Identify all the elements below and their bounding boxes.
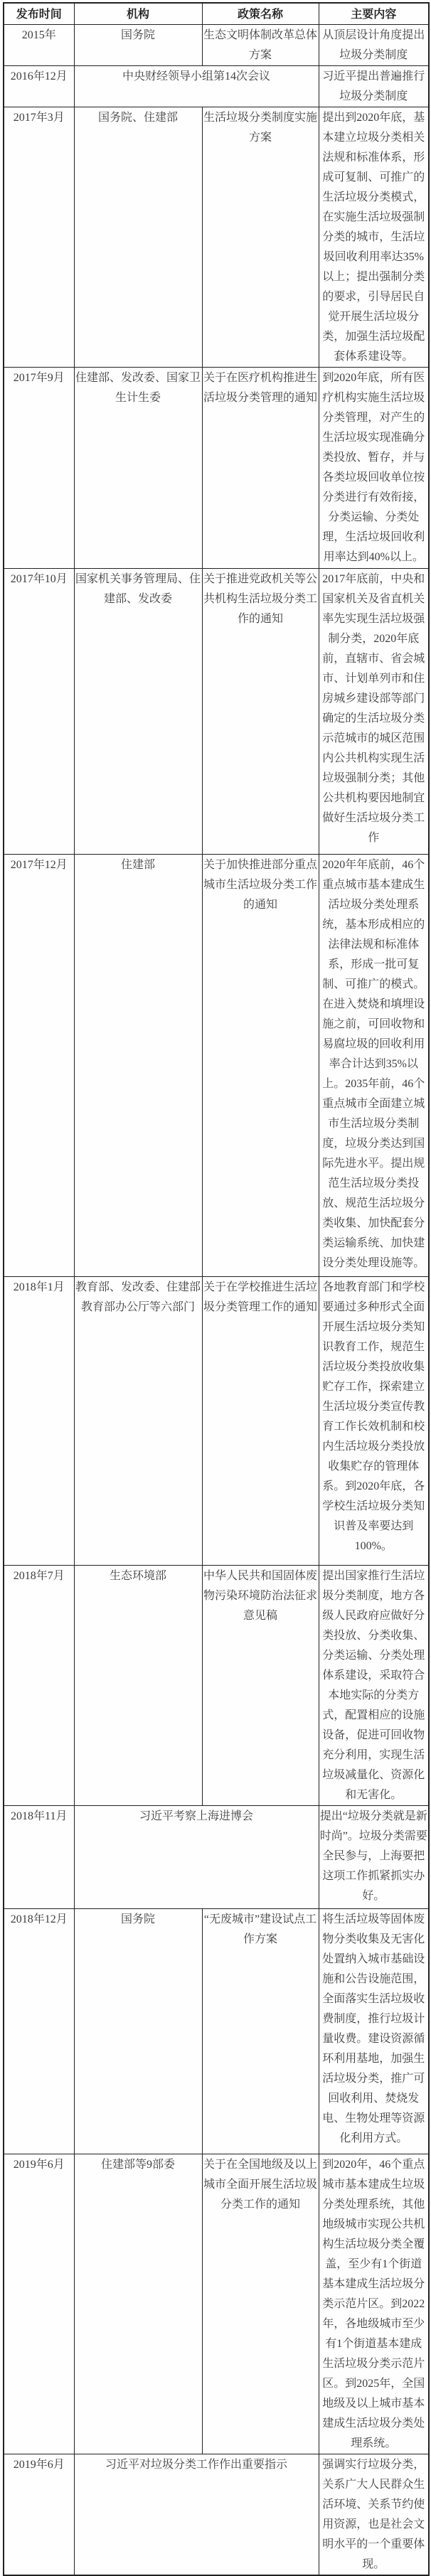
col-header-time: 发布时间: [4, 3, 74, 25]
col-header-policy: 政策名称: [202, 3, 319, 25]
table-row: [4, 25, 429, 66]
cell-org: 住建部: [74, 855, 202, 1277]
header-row: [4, 3, 429, 25]
cell-time: 2018年7月: [4, 1566, 74, 1806]
table-row: [4, 2454, 429, 2576]
cell-policy: 生态文明体制改革总体方案: [202, 25, 319, 66]
table-row: [4, 1909, 429, 2154]
cell-org: 国务院: [74, 25, 202, 66]
cell-content: 提出国家推行生活垃圾分类制度，地方各级人民政府应做好分类投放、分类收集、分类运输、分类处理体系建设，采取符合本地实际的分类方式，配置相应的设施设备，促进可回收物充分利用，实现生活垃圾减量化、资源化和无害化。: [319, 1566, 429, 1806]
cell-content: 提出“垃圾分类就是新时尚”。垃圾分类需要全民参与，上海要把这项工作抓紧抓实办好。: [319, 1806, 429, 1909]
cell-time: 2017年9月: [4, 368, 74, 569]
cell-org: 住建部等9部委: [74, 2154, 202, 2454]
cell-time: 2016年12月: [4, 66, 74, 107]
cell-policy: 关于在学校推进生活垃圾分类管理工作的通知: [202, 1277, 319, 1566]
cell-time: 2017年12月: [4, 855, 74, 1277]
table-row: [4, 1277, 429, 1566]
cell-policy: 关于加快推进部分重点城市生活垃圾分类工作的通知: [202, 855, 319, 1277]
cell-time: 2019年6月: [4, 2454, 74, 2576]
cell-time: 2017年10月: [4, 569, 74, 855]
cell-time: 2017年3月: [4, 107, 74, 368]
cell-policy: 中华人民共和国固体废物污染环境防治法征求意见稿: [202, 1566, 319, 1806]
table-row: [4, 1806, 429, 1909]
cell-policy: 关于在医疗机构推进生活垃圾分类管理的通知: [202, 368, 319, 569]
cell-event: 习近平考察上海进博会: [74, 1806, 319, 1909]
cell-org: 教育部、发改委、住建部教育部办公厅等六部门: [74, 1277, 202, 1566]
cell-time: 2018年11月: [4, 1806, 74, 1909]
cell-content: 2020年年底前，46个重点城市基本建成生活垃圾分类处理系统，基本形成相应的法律法规和标准体系，形成一批可复制、可推广的模式。在进入焚烧和填埋设施之前，可回收物和易腐垃圾的回收利用率合计达到35%以上。2035年前，46个重点城市全面建立城市生活垃圾分类制度，垃圾分类达到国际先进水平。提出规范生活垃圾分类投放、规范生活垃圾分类收集、加快配套分类运输系统、加快建设分类处理设施等。: [319, 855, 429, 1277]
document-page: [0, 2, 431, 2576]
cell-content: 从顶层设计角度提出垃圾分类制度: [319, 25, 429, 66]
cell-org: 国务院: [74, 1909, 202, 2154]
cell-org: 国家机关事务管理局、住建部、发改委: [74, 569, 202, 855]
cell-content: 将生活垃圾等固体废物分类收集及无害化处置纳入城市基础设施和公告设施范围，全面落实生活垃圾收费制度，推行垃圾计量收费。建设资源循环利用基地，加强生活垃圾分类，推广可回收利用、焚烧发电、生物处理等资源化利用方式。: [319, 1909, 429, 2154]
cell-content: 到2020年底，所有医疗机构实施生活垃圾分类管理，对产生的生活垃圾实现准确分类投放、暂存，并与各类垃圾回收单位按分类进行有效衔接，分类运输、分类处理，生活垃圾回收利用率达到40%以上。: [319, 368, 429, 569]
cell-time: 2018年12月: [4, 1909, 74, 2154]
cell-content: 到2020年，46个重点城市基本建成生垃圾分类处理系统，其他地级城市实现公共机构生活垃圾分类全覆盖，至少有1个街道基本建成生活垃圾分类示范片区。到2022年，各地级城市至少有1个街道基本建成生活垃圾分类示范片区。到2025年，全国地级及以上城市基本建成生活垃圾分类处理系统。: [319, 2154, 429, 2454]
table-row: [4, 2154, 429, 2454]
cell-org: 国务院、住建部: [74, 107, 202, 368]
cell-content: 2017年底前，中央和国家机关及省直机关率先实现生活垃圾强制分类，2020年底前，直辖市、省会城市、计划单列市和住房城乡建设部等部门确定的生活垃圾分类示范城市的城区范围内公共机构实现生活垃圾强制分类；其他公共机构要因地制宜做好生活垃圾分类工作: [319, 569, 429, 855]
cell-org: 住建部、发改委、国家卫生计生委: [74, 368, 202, 569]
cell-time: 2015年: [4, 25, 74, 66]
cell-policy: 生活垃圾分类制度实施方案: [202, 107, 319, 368]
table-row: [4, 107, 429, 368]
cell-policy: 关于在全国地级及以上城市全面开展生活垃圾分类工作的通知: [202, 2154, 319, 2454]
cell-policy: “无废城市”建设试点工作方案: [202, 1909, 319, 2154]
cell-content: 习近平提出普遍推行垃圾分类制度: [319, 66, 429, 107]
cell-content: 提出到2020年底，基本建立垃圾分类相关法规和标准体系，形成可复制、可推广的生活垃圾分类模式，在实施生活垃圾强制分类的城市，生活垃圾回收利用率达35%以上；提出强制分类的要求，引导居民自觉开展生活垃圾分类，加强生活垃圾配套体系建设等。: [319, 107, 429, 368]
cell-content: 强调实行垃圾分类，关系广大人民群众生活环境、关系节约使用资源，也是社会文明水平的一个重要体现。: [319, 2454, 429, 2576]
cell-content: 各地教育部门和学校要通过多种形式全面开展生活垃圾分类知识教育工作，规范生活垃圾分类投放收集贮存工作，探索建立生活垃圾分类宣传教育工作长效机制和校内生活垃圾分类投放收集贮存的管理体系。到2020年底，各学校生活垃圾分类知识普及率要达到100%。: [319, 1277, 429, 1566]
table-row: [4, 368, 429, 569]
cell-time: 2019年6月: [4, 2154, 74, 2454]
cell-event: 习近平对垃圾分类工作作出重要指示: [74, 2454, 319, 2576]
table-row: [4, 66, 429, 107]
col-header-org: 机构: [74, 3, 202, 25]
table-row: [4, 1566, 429, 1806]
policy-table: [3, 2, 430, 2576]
cell-policy: 关于推进党政机关等公共机构生活垃圾分类工作的通知: [202, 569, 319, 855]
cell-org: 生态环境部: [74, 1566, 202, 1806]
col-header-content: 主要内容: [319, 3, 429, 25]
table-row: [4, 855, 429, 1277]
cell-time: 2018年1月: [4, 1277, 74, 1566]
cell-event: 中央财经领导小组第14次会议: [74, 66, 319, 107]
table-row: [4, 569, 429, 855]
